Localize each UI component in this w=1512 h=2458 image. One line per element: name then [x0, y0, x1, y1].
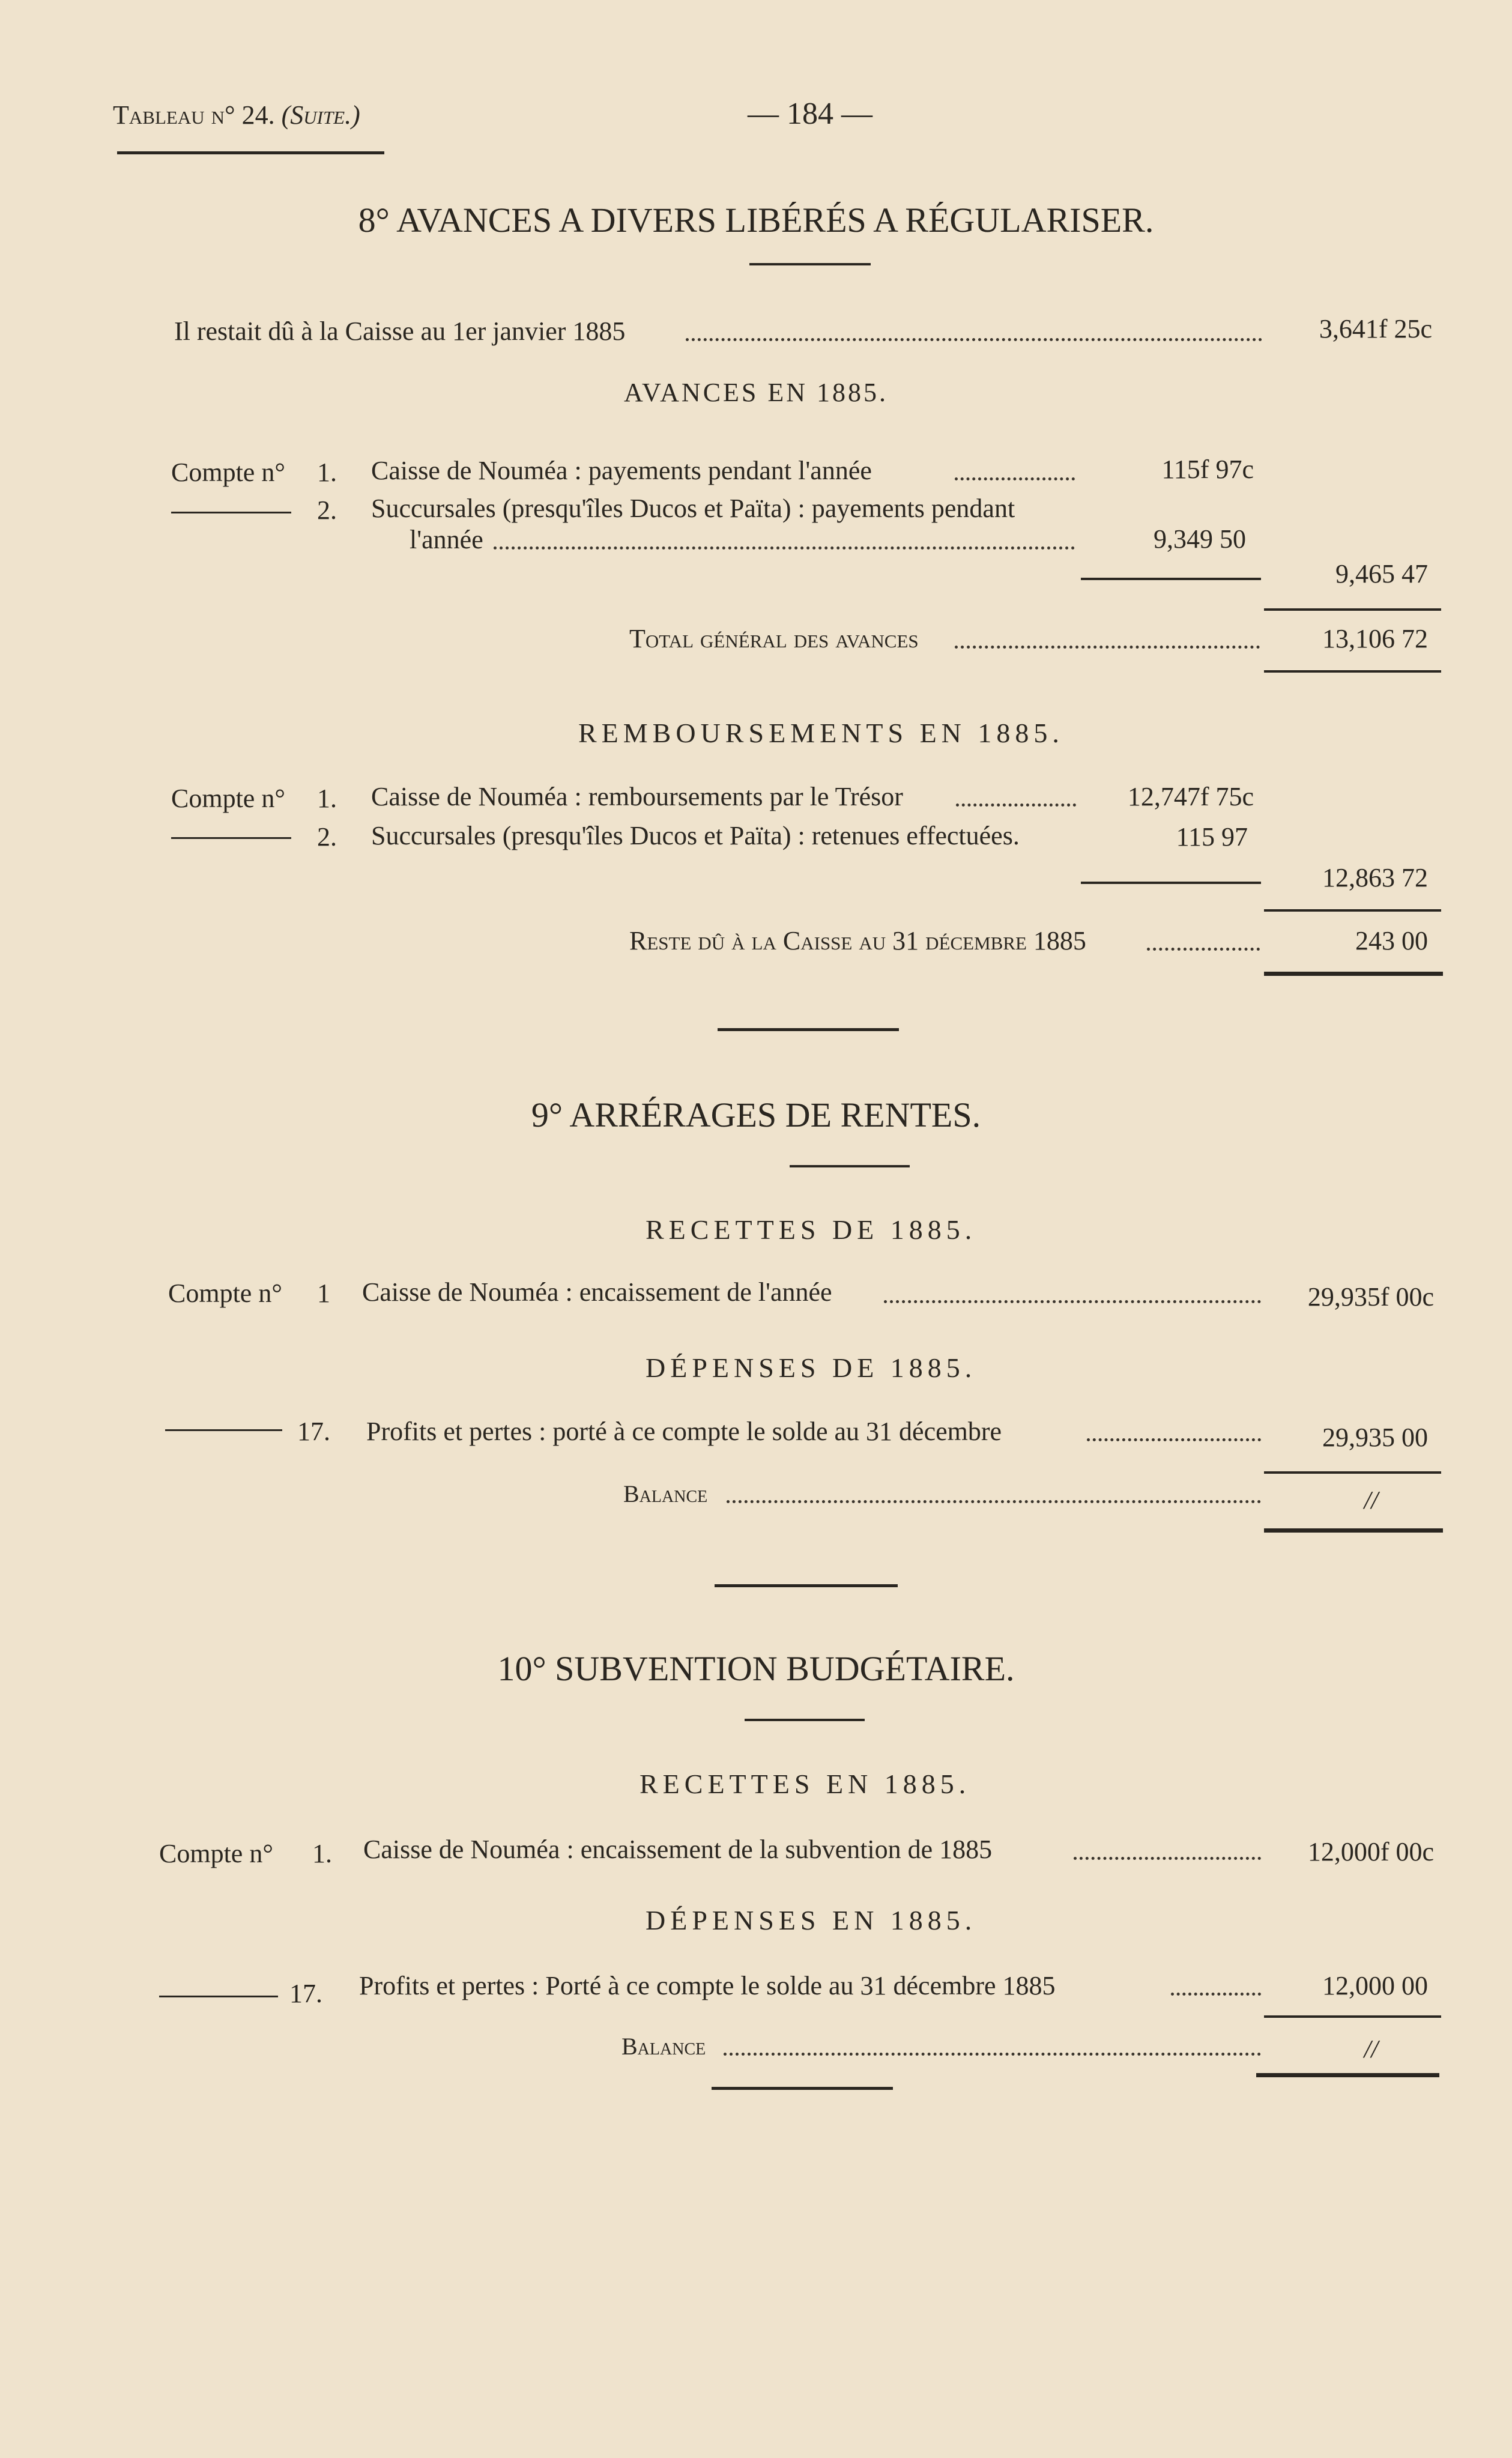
s9-depense-amount: 29,935 00 — [1322, 1423, 1428, 1452]
s10-depenses-heading: DÉPENSES EN 1885. — [646, 1905, 977, 1936]
leader-dots — [1171, 1993, 1261, 1996]
total-avances-label: Total général des avances — [629, 624, 919, 653]
compte-label: Compte n° — [168, 1279, 282, 1308]
s9-recette-amount: 29,935f 00c — [1307, 1282, 1434, 1312]
section-8-title-rule — [749, 263, 871, 265]
total-rule — [1264, 909, 1441, 912]
total-rule — [1264, 1471, 1441, 1474]
avance-2-label: Succursales (presqu'îles Ducos et Païta) : payements pendant — [371, 494, 1015, 523]
avance-2-amount: 9,349 50 — [1154, 524, 1246, 554]
remboursement-1-label: Caisse de Nouméa : remboursements par le Trésor — [371, 782, 903, 811]
double-underline — [1264, 1528, 1443, 1533]
leader-dots — [956, 804, 1076, 807]
avance-2-label-continued: l'année — [410, 525, 483, 554]
reste-label: Reste dû à la Caisse au 31 décembre 1885 — [629, 926, 1086, 955]
subtotal-rule — [1081, 578, 1261, 580]
avances-subtotal: 9,465 47 — [1335, 559, 1428, 589]
remboursement-2-amount: 115 97 — [1176, 822, 1248, 852]
total-avances-amount: 13,106 72 — [1322, 624, 1428, 653]
total-rule — [1264, 608, 1441, 611]
opening-balance-amount: 3,641f 25c — [1319, 314, 1432, 344]
avance-1-label: Caisse de Nouméa : payements pendant l'année — [371, 456, 872, 485]
section-9-title-rule — [790, 1165, 910, 1167]
leader-dots — [955, 477, 1075, 480]
compte-label: Compte n° — [159, 1839, 273, 1868]
remboursement-2-number: 2. — [317, 822, 337, 852]
s9-balance-label: Balance — [623, 1480, 708, 1507]
s9-recette-number: 1 — [317, 1279, 330, 1308]
avance-1-number: 1. — [317, 458, 337, 487]
leader-dots — [1147, 948, 1260, 951]
s9-depense-number: 17. — [297, 1417, 330, 1446]
s10-depense-label: Profits et pertes : Porté à ce compte le solde au 31 décembre 1885 — [359, 1971, 1056, 2000]
subtotal-rule — [1081, 882, 1261, 884]
remboursements-subtotal: 12,863 72 — [1322, 863, 1428, 892]
ditto-rule — [159, 1996, 278, 1997]
leader-dots — [884, 1300, 1261, 1303]
ditto-rule — [171, 512, 291, 513]
avance-1-amount: 115f 97c — [1161, 455, 1254, 484]
opening-balance-label: Il restait dû à la Caisse au 1er janvier 1885 — [174, 316, 626, 346]
reste-amount: 243 00 — [1355, 926, 1428, 955]
header-rule — [117, 151, 384, 154]
s9-recettes-heading: RECETTES DE 1885. — [646, 1214, 977, 1245]
s10-depense-amount: 12,000 00 — [1322, 1971, 1428, 2000]
total-rule — [1264, 2015, 1441, 2018]
ditto-rule — [171, 837, 291, 839]
remboursement-1-amount: 12,747f 75c — [1127, 782, 1254, 811]
section-separator — [718, 1028, 899, 1031]
avances-heading: AVANCES EN 1885. — [623, 378, 889, 407]
leader-dots — [1087, 1438, 1261, 1441]
s10-recette-label: Caisse de Nouméa : encaissement de la subvention de 1885 — [363, 1835, 993, 1864]
section-separator — [715, 1584, 898, 1587]
s9-depense-label: Profits et pertes : porté à ce compte le solde au 31 décembre — [366, 1417, 1002, 1446]
remboursements-heading: REMBOURSEMENTS EN 1885. — [578, 718, 1064, 748]
section-10-title: 10° SUBVENTION BUDGÉTAIRE. — [497, 1649, 1015, 1688]
s10-balance-label: Balance — [621, 2033, 706, 2060]
avance-2-number: 2. — [317, 495, 337, 525]
compte-label: Compte n° — [171, 784, 285, 813]
leader-dots — [686, 338, 1262, 341]
s10-recette-number: 1. — [312, 1839, 332, 1868]
remboursement-1-number: 1. — [317, 784, 337, 813]
section-separator — [712, 2087, 893, 2090]
double-underline — [1256, 2073, 1439, 2077]
s10-balance-value: // — [1364, 2036, 1378, 2063]
s10-recette-amount: 12,000f 00c — [1307, 1837, 1434, 1866]
s9-balance-value: // — [1364, 1487, 1378, 1515]
s9-depenses-heading: DÉPENSES DE 1885. — [646, 1352, 977, 1383]
table-number: Tableau n° 24. — [113, 100, 275, 130]
leader-dots — [494, 546, 1075, 549]
remboursement-2-label: Succursales (presqu'îles Ducos et Païta) : retenues effectuées. — [371, 821, 1020, 850]
section-9-title: 9° ARRÉRAGES DE RENTES. — [531, 1095, 981, 1134]
leader-dots — [1074, 1857, 1261, 1860]
s10-recettes-heading: RECETTES EN 1885. — [640, 1769, 971, 1799]
section-8-title: 8° AVANCES A DIVERS LIBÉRÉS A RÉGULARISER. — [358, 201, 1154, 240]
s10-depense-number: 17. — [289, 1979, 322, 2008]
suite-label: (Suite.) — [281, 100, 360, 130]
s9-recette-label: Caisse de Nouméa : encaissement de l'année — [362, 1277, 832, 1307]
leader-dots — [955, 646, 1260, 649]
total-underline — [1264, 670, 1441, 673]
ditto-rule — [165, 1429, 282, 1431]
section-10-title-rule — [745, 1719, 865, 1721]
compte-label: Compte n° — [171, 458, 285, 487]
double-underline — [1264, 972, 1443, 976]
leader-dots — [727, 1500, 1261, 1503]
table-reference — [113, 102, 360, 129]
page-number: — 184 — — [748, 97, 872, 131]
leader-dots — [724, 2053, 1261, 2056]
